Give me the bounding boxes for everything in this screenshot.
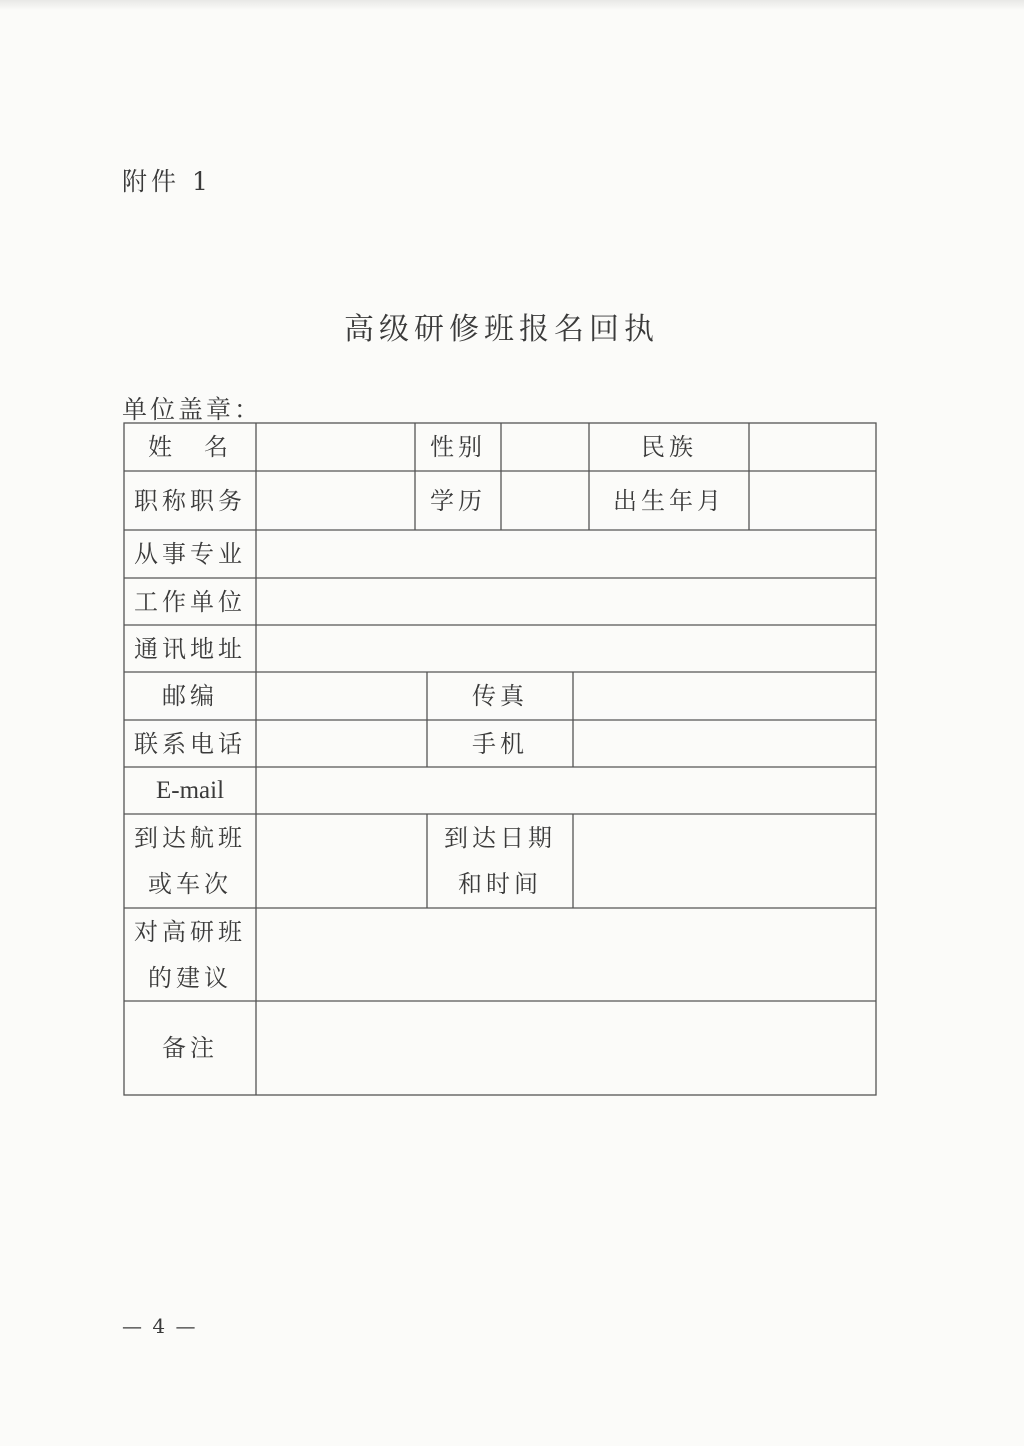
mobile-field[interactable]: [578, 726, 875, 762]
label-arrival-date-line2: 和时间: [458, 870, 542, 898]
label-arrival-flight-line1: 到达航班: [134, 824, 246, 852]
suggestion-field[interactable]: [262, 920, 875, 990]
name-field[interactable]: [262, 430, 414, 466]
label-birth: 出生年月: [613, 486, 725, 515]
label-education: 学历: [430, 486, 486, 515]
employer-field[interactable]: [262, 584, 875, 620]
page-number: — 4 —: [122, 1314, 198, 1338]
email-field[interactable]: [262, 773, 875, 809]
arrival-flight-field[interactable]: [262, 830, 426, 892]
label-remarks: 备注: [162, 1034, 218, 1062]
label-arrival-date-line1: 到达日期: [444, 824, 556, 852]
label-arrival-flight: [124, 814, 256, 908]
fax-field[interactable]: [578, 679, 875, 715]
ethnicity-field[interactable]: [754, 430, 875, 466]
label-email: E-mail: [155, 776, 225, 804]
arrival-date-field[interactable]: [578, 830, 875, 892]
gender-field[interactable]: [506, 430, 588, 466]
label-name: 姓 名: [148, 433, 232, 461]
label-arrival-flight-line2: 或车次: [148, 870, 232, 898]
label-phone: 联系电话: [134, 729, 246, 758]
phone-field[interactable]: [262, 726, 426, 762]
label-gender: 性别: [430, 433, 486, 461]
specialty-field[interactable]: [262, 537, 875, 573]
remarks-field[interactable]: [262, 1013, 875, 1085]
attachment-label: 附件 1: [122, 167, 212, 196]
label-arrival-date: [427, 814, 573, 908]
label-specialty: 从事专业: [134, 540, 246, 568]
label-postcode: 邮编: [162, 682, 218, 710]
scan-edge: [0, 0, 1024, 10]
birth-field[interactable]: [754, 482, 875, 520]
education-field[interactable]: [506, 482, 588, 520]
label-employer: 工作单位: [134, 587, 246, 616]
label-ethnicity: 民族: [641, 433, 697, 461]
form-title: 高级研修班报名回执: [344, 312, 659, 347]
label-suggestion-line2: 的建议: [148, 963, 232, 992]
label-fax: 传真: [472, 682, 528, 710]
seal-label: 单位盖章：: [122, 395, 263, 424]
label-suggestion-line1: 对高研班: [134, 917, 246, 946]
label-address: 通讯地址: [134, 634, 246, 663]
postcode-field[interactable]: [262, 679, 426, 715]
label-job-title: 职称职务: [134, 486, 246, 515]
address-field[interactable]: [262, 631, 875, 667]
job-title-field[interactable]: [262, 482, 414, 520]
label-suggestion: [124, 908, 256, 1001]
label-mobile: 手机: [472, 729, 528, 758]
